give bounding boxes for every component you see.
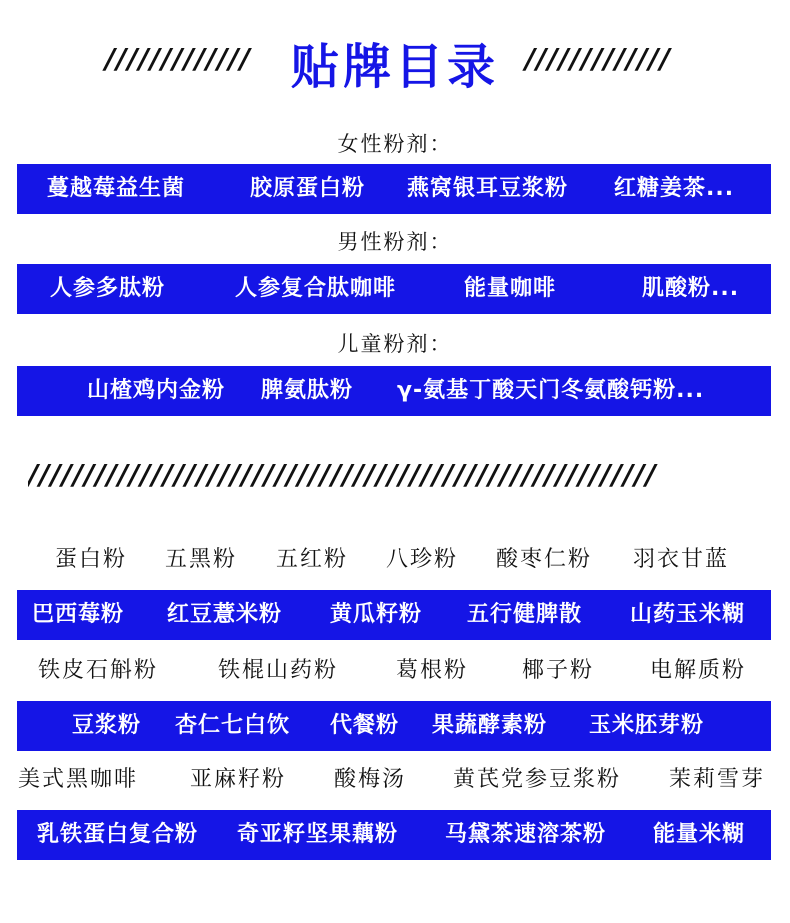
bar-item: 果蔬酵素粉 (432, 713, 548, 738)
product-item: 羽衣甘蓝 (633, 547, 730, 572)
product-bar (17, 810, 771, 860)
slash-divider: //////////////////////////////////////////////////////// (28, 458, 657, 491)
product-item: 电解质粉 (650, 658, 747, 683)
bar-item: 五行健脾散 (467, 602, 583, 627)
category-label-men: 男性粉剂： (337, 230, 453, 254)
bar-item: 红豆薏米粉 (167, 602, 283, 627)
product-row (0, 540, 790, 580)
product-item: 椰子粉 (522, 658, 595, 683)
bar-item: 肌酸粉... (642, 276, 740, 301)
bar-item: 代餐粉 (330, 713, 400, 738)
product-item: 酸枣仁粉 (496, 547, 593, 572)
category-bar-men (17, 264, 771, 314)
bar-item: 脾氨肽粉 (261, 378, 354, 403)
product-bar (17, 701, 771, 751)
product-item: 八珍粉 (386, 547, 459, 572)
product-item: 铁棍山药粉 (218, 658, 339, 683)
bar-item: 奇亚籽坚果藕粉 (237, 822, 399, 847)
bar-item: 山药玉米糊 (630, 602, 746, 627)
product-item: 黄芪党参豆浆粉 (453, 767, 622, 792)
category-label-women: 女性粉剂： (337, 132, 453, 156)
product-item: 铁皮石斛粉 (38, 658, 159, 683)
bar-item: 杏仁七白饮 (175, 713, 291, 738)
product-row (0, 760, 790, 800)
title-left-slashes: ///////////// (105, 42, 251, 75)
bar-item: 豆浆粉 (72, 713, 142, 738)
category-label-kids: 儿童粉剂： (337, 332, 453, 356)
bar-item: 乳铁蛋白复合粉 (37, 822, 199, 847)
product-item: 美式黑咖啡 (18, 767, 139, 792)
product-item: 五红粉 (276, 547, 349, 572)
bar-item: 马黛茶速溶茶粉 (445, 822, 607, 847)
bar-item: γ-氨基丁酸天门冬氨酸钙粉... (397, 378, 705, 403)
bar-item: 红糖姜茶... (614, 176, 735, 201)
bar-item: 山楂鸡内金粉 (87, 378, 226, 403)
bar-item: 玉米胚芽粉 (589, 713, 705, 738)
product-item: 亚麻籽粉 (190, 767, 287, 792)
bar-item: 能量米糊 (653, 822, 746, 847)
bar-item: 人参多肽粉 (50, 276, 166, 301)
product-item: 蛋白粉 (55, 547, 128, 572)
title-right-slashes: ///////////// (525, 42, 671, 75)
bar-item: 蔓越莓益生菌 (47, 176, 186, 201)
product-item: 酸梅汤 (334, 767, 407, 792)
product-item: 五黑粉 (165, 547, 238, 572)
title-row (0, 28, 790, 95)
product-item: 葛根粉 (396, 658, 469, 683)
bar-item: 人参复合肽咖啡 (235, 276, 397, 301)
bar-item: 燕窝银耳豆浆粉 (407, 176, 569, 201)
product-row (0, 651, 790, 691)
bar-item: 胶原蛋白粉 (250, 176, 366, 201)
bar-item: 巴西莓粉 (32, 602, 125, 627)
bar-item: 黄瓜籽粉 (330, 602, 423, 627)
bar-item: 能量咖啡 (464, 276, 557, 301)
category-bar-women (17, 164, 771, 214)
category-bar-kids (17, 366, 771, 416)
product-item: 茉莉雪芽 (669, 767, 766, 792)
page-title: 贴牌目录 (290, 39, 499, 95)
product-bar (17, 590, 771, 640)
